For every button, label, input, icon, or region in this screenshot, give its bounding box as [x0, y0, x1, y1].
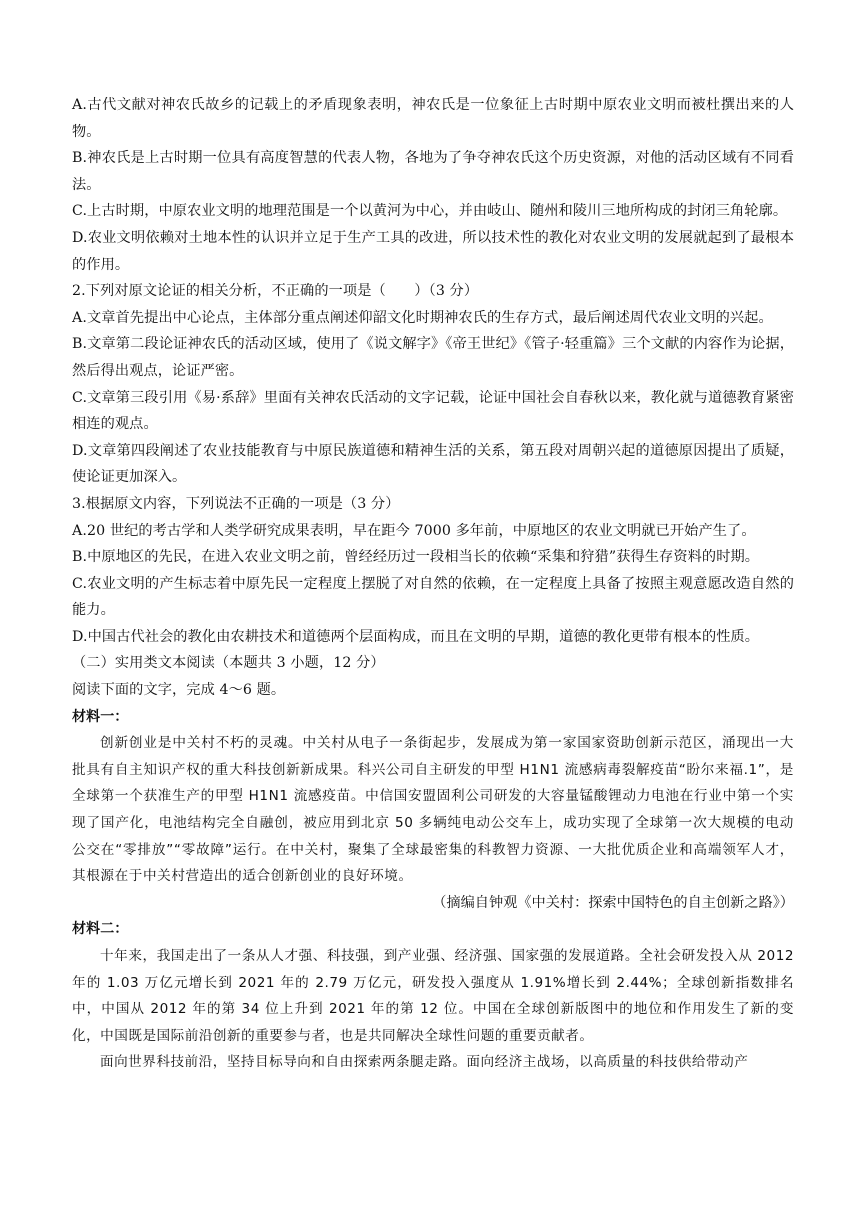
material-2-label: 材料二：: [72, 921, 129, 938]
q3-option-c: C.农业文明的产生标志着中原先民一定程度上摆脱了对自然的依赖，在一定程度上具备了按照主观意愿改造自然的能力。: [72, 575, 794, 619]
q2-option-a: A.文章首先提出中心论点，主体部分重点阐述仰韶文化时期神农氏的生存方式，最后阐述周代农业文明的兴起。: [72, 309, 773, 326]
q3-option-d: D.中国古代社会的教化由农耕技术和道德两个层面构成，而且在文明的早期，道德的教化更带有根本的性质。: [72, 628, 760, 645]
material-1-text: 创新创业是中关村不朽的灵魂。中关村从电子一条街起步，发展成为第一家国家资助创新示范区，涌现出一大批具有自主知识产权的重大科技创新新成果。科兴公司自主研发的甲型 H1N1 流感病毒裂解疫苗“盼尔来福.1”，是全球第一个获准生产的甲型 H1N1 流感疫苗。中信国安盟固利公司研发的大容量锰酸锂动力电池在行业中第一个实现了国产化，电池结构完全自融创，被应用到北京 50 多辆纯电动公交车上，成功实现了全球第一次大规模的电动公交在“零排放”“零故障”运行。在中关村，聚集了全球最密集的科教智力资源、一大批优质企业和高端领军人才，其根源在于中关村营造出的适合创新创业的良好环境。: [72, 735, 794, 885]
q1-option-d: D.农业文明依赖对土地本性的认识并立足于生产工具的改进，所以技术性的教化对农业文明的发展就起到了最根本的作用。: [72, 229, 794, 273]
material-1-label: 材料一：: [72, 708, 129, 725]
q3-stem: 3.根据原文内容，下列说法不正确的一项是（3 分）: [72, 495, 400, 512]
q3-option-b: B.中原地区的先民，在进入农业文明之前，曾经经历过一段相当长的依赖“采集和狩猎”获得生存资料的时期。: [72, 549, 760, 566]
q2-option-d: D.文章第四段阐述了农业技能教育与中原民族道德和精神生活的关系，第五段对周朝兴起的道德原因提出了质疑，使论证更加深入。: [72, 442, 794, 486]
q1-option-c: C.上古时期，中原农业文明的地理范围是一个以黄河为中心，并由岐山、随州和陵川三地所构成的封闭三角轮廓。: [72, 203, 788, 220]
q2-option-c: C.文章第三段引用《易·系辞》里面有关神农氏活动的文字记载，论证中国社会自春秋以来，教化就与道德教育紧密相连的观点。: [72, 389, 794, 433]
material-1-source: （摘编自钟观《中关村：探索中国特色的自主创新之路》）: [432, 894, 794, 911]
material-2-paragraph-2: 面向世界科技前沿，坚持目标导向和自由探索两条腿走路。面向经济主战场，以高质量的科技供给带动产: [100, 1054, 749, 1071]
q2-option-b: B.文章第二段论证神农氏的活动区域，使用了《说文解字》《帝王世纪》《管子·轻重篇》三个文献的内容作为论据，然后得出观点，论证严密。: [72, 336, 794, 379]
q1-option-a: A.古代文献对神农氏故乡的记载上的矛盾现象表明，神农氏是一位象征上古时期中原农业文明而被杜撰出来的人物。: [72, 97, 794, 140]
document-page: [72, 92, 794, 1076]
q2-stem: 2.下列对原文论证的相关分析，不正确的一项是（ ）（3 分）: [72, 283, 479, 300]
section-title: （二）实用类文本阅读（本题共 3 小题，12 分）: [72, 655, 385, 672]
material-2-paragraph-1: 十年来，我国走出了一条从人才强、科技强，到产业强、经济强、国家强的发展道路。全社会研发投入从 2012 年的 1.03 万亿元增长到 2021 年的 2.79 万亿元，研发投入强度从 1.91%增长到 2.44%；全球创新指数排名中，中国从 2012 年的第 34 位上升到 2021 年的第 12 位。中国在全球创新版图中的地位和作用发生了新的变化，中国既是国际前沿创新的重要参与者，也是共同解决全球性问题的重要贡献者。: [72, 948, 794, 1044]
q1-option-b: B.神农氏是上古时期一位具有高度智慧的代表人物，各地为了争夺神农氏这个历史资源，对他的活动区域有不同看法。: [72, 150, 794, 193]
section-instruction: 阅读下面的文字，完成 4～6 题。: [72, 682, 286, 699]
q3-option-a: A.20 世纪的考古学和人类学研究成果表明，早在距今 7000 多年前，中原地区的农业文明就已开始产生了。: [72, 522, 756, 539]
